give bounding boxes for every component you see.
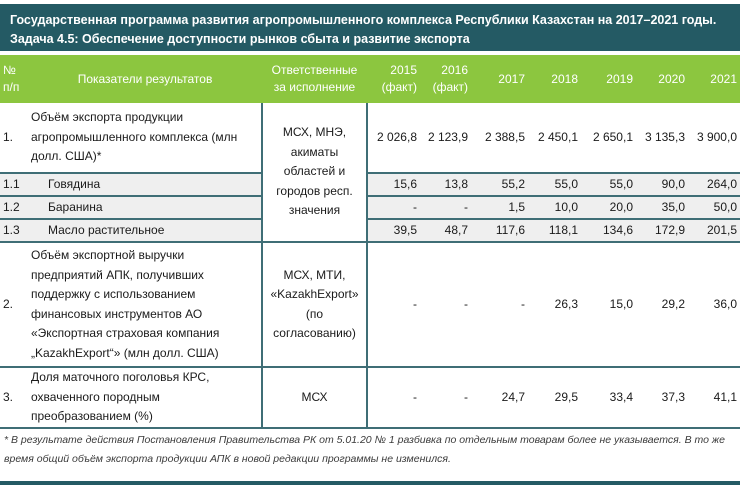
row-value: 2 450,1	[528, 103, 581, 173]
table-row	[0, 103, 740, 173]
row-value: 26,3	[528, 242, 581, 367]
row-responsible: МСХ, МТИ, «KazakhExport» (по согласованию)	[262, 242, 367, 367]
row-value: 36,0	[688, 242, 740, 367]
row-value: 2 123,9	[420, 103, 471, 173]
header-year: 2018	[528, 55, 581, 103]
header-year: 2020	[636, 55, 688, 103]
row-value: 41,1	[688, 367, 740, 428]
row-value: 15,0	[581, 242, 636, 367]
row-value: 134,6	[581, 219, 636, 242]
title-line-1: Государственная программа развития агропромышленного комплекса Республики Казахстан на 2017–2021 годы.	[10, 13, 717, 27]
row-value: 10,0	[528, 196, 581, 219]
row-value: 1,5	[471, 196, 528, 219]
row-value: -	[420, 196, 471, 219]
row-number: 3.	[0, 367, 28, 428]
table-row	[0, 242, 740, 367]
row-value: 50,0	[688, 196, 740, 219]
row-value: 29,2	[636, 242, 688, 367]
row-number: 2.	[0, 242, 28, 367]
row-value: 264,0	[688, 173, 740, 196]
row-number: 1.3	[0, 219, 28, 242]
indicators-table	[0, 55, 740, 429]
row-value: 117,6	[471, 219, 528, 242]
row-indicator: Объём экспорта продукции агропромышленного комплекса (млн долл. США)*	[28, 103, 262, 173]
row-value: 55,0	[528, 173, 581, 196]
footnote: * В результате действия Постановления Правительства РК от 5.01.20 № 1 разбивка по отдельным товарам более не указывается. В то же время общий объём экспорта продукции АПК в новой редакции программы не изменился.	[4, 434, 725, 465]
title-line-2: Задача 4.5: Обеспечение доступности рынков сбыта и развитие экспорта	[10, 32, 470, 46]
row-value: 118,1	[528, 219, 581, 242]
row-value: 3 900,0	[688, 103, 740, 173]
row-value: 201,5	[688, 219, 740, 242]
row-value: 29,5	[528, 367, 581, 428]
header-indicator: Показатели результатов	[28, 55, 262, 103]
row-value: -	[367, 196, 420, 219]
row-value: -	[420, 242, 471, 367]
row-value: 90,0	[636, 173, 688, 196]
row-value: 13,8	[420, 173, 471, 196]
row-value: 55,2	[471, 173, 528, 196]
row-value: 48,7	[420, 219, 471, 242]
row-value: 24,7	[471, 367, 528, 428]
row-value: 37,3	[636, 367, 688, 428]
row-number: 1.1	[0, 173, 28, 196]
bottom-bar	[0, 481, 740, 485]
table-row	[0, 196, 740, 219]
row-value: 2 650,1	[581, 103, 636, 173]
row-value: 39,5	[367, 219, 420, 242]
row-indicator: Масло растительное	[28, 219, 262, 242]
table-title	[0, 4, 740, 51]
row-value: 172,9	[636, 219, 688, 242]
row-indicator: Говядина	[28, 173, 262, 196]
header-row	[0, 55, 740, 103]
table-row	[0, 367, 740, 428]
row-value: -	[367, 242, 420, 367]
row-value: 2 026,8	[367, 103, 420, 173]
row-value: -	[471, 242, 528, 367]
row-responsible: МСХ, МНЭ, акиматы областей и городов респ. значения	[262, 103, 367, 242]
row-number: 1.	[0, 103, 28, 173]
row-indicator: Баранина	[28, 196, 262, 219]
row-indicator: Объём экспортной выручки предприятий АПК, получивших поддержку с использованием финансовых инструментов АО «Экспортная страховая компания „KazakhExport“» (млн долл. США)	[28, 242, 262, 367]
row-value: 2 388,5	[471, 103, 528, 173]
row-responsible: МСХ	[262, 367, 367, 428]
row-indicator: Доля маточного поголовья КРС, охваченного породным преобразованием (%)	[28, 367, 262, 428]
header-responsible: Ответственные за исполнение	[262, 55, 367, 103]
row-value: 3 135,3	[636, 103, 688, 173]
row-value: 33,4	[581, 367, 636, 428]
row-value: 15,6	[367, 173, 420, 196]
row-number: 1.2	[0, 196, 28, 219]
table-row	[0, 219, 740, 242]
header-year: 2021	[688, 55, 740, 103]
header-year: 2019	[581, 55, 636, 103]
header-num: № п/п	[0, 55, 28, 103]
row-value: 20,0	[581, 196, 636, 219]
row-value: -	[420, 367, 471, 428]
row-value: 55,0	[581, 173, 636, 196]
header-year: 2015 (факт)	[367, 55, 420, 103]
header-year: 2017	[471, 55, 528, 103]
header-year: 2016 (факт)	[420, 55, 471, 103]
row-value: 35,0	[636, 196, 688, 219]
table-row	[0, 173, 740, 196]
row-value: -	[367, 367, 420, 428]
